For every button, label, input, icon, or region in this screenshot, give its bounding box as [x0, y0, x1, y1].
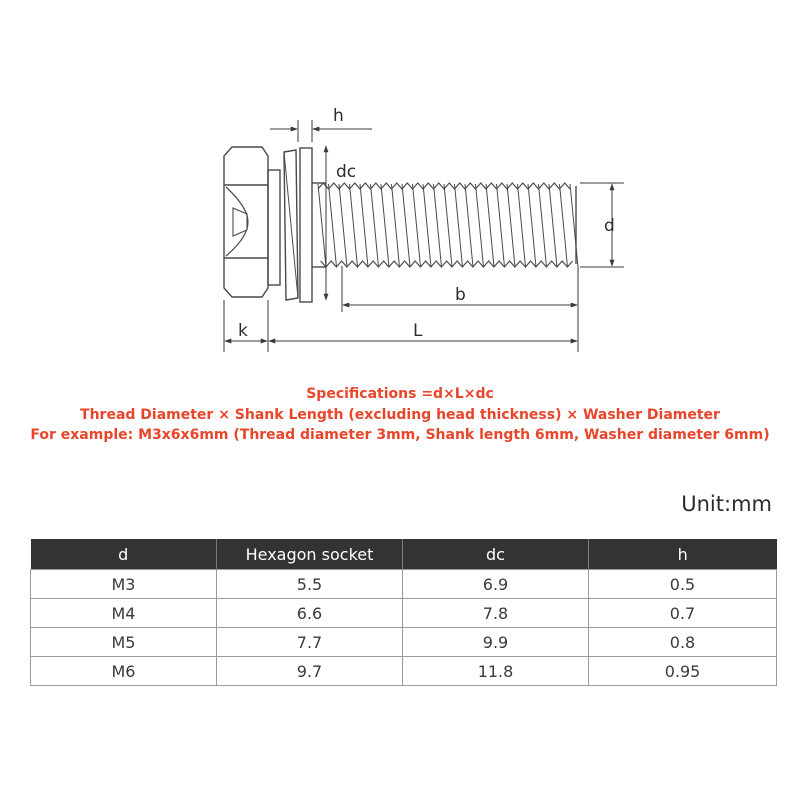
cell-d: M5 [31, 628, 217, 657]
cell-hexagon-socket: 6.6 [217, 599, 403, 628]
header-dc: dc [403, 539, 589, 570]
thread-line [497, 184, 505, 266]
cell-d: M4 [31, 599, 217, 628]
dim-label-dc: dc [336, 162, 357, 182]
dim-label-L: L [413, 321, 423, 341]
cell-h: 0.7 [589, 599, 777, 628]
cell-dc: 7.8 [403, 599, 589, 628]
cell-d: M6 [31, 657, 217, 686]
thread-line [339, 184, 347, 266]
head-flange [268, 170, 280, 285]
table-header-row [31, 539, 777, 570]
thread-line [560, 184, 568, 266]
cell-dc: 11.8 [403, 657, 589, 686]
cell-h: 0.5 [589, 570, 777, 599]
thread-line [518, 184, 526, 266]
dim-label-b: b [455, 285, 466, 305]
thread-bottom-profile [321, 261, 573, 267]
thread-line [423, 184, 431, 266]
thread-line [318, 184, 326, 266]
cell-hexagon-socket: 7.7 [217, 628, 403, 657]
thread-line [392, 184, 400, 266]
dimension-table [30, 539, 777, 686]
specification-notes [0, 384, 800, 446]
screw-outline [224, 147, 576, 302]
thread-line [465, 184, 473, 266]
thread-line [360, 184, 368, 266]
thread-line [444, 184, 452, 266]
spec-explanation: Thread Diameter × Shank Length (excluding head thickness) × Washer Diameter [80, 406, 720, 423]
dim-label-h: h [333, 106, 344, 126]
thread-line [413, 184, 421, 266]
cell-dc: 6.9 [403, 570, 589, 599]
thread-line [507, 184, 515, 266]
thread-line [455, 184, 463, 266]
cell-d: M3 [31, 570, 217, 599]
thread-line [434, 184, 442, 266]
thread-line [371, 184, 379, 266]
cell-hexagon-socket: 5.5 [217, 570, 403, 599]
cell-h: 0.8 [589, 628, 777, 657]
thread-line [549, 184, 557, 266]
thread-line [329, 184, 337, 266]
thread [318, 183, 578, 267]
flat-washer [300, 148, 312, 302]
unit-label: Unit:mm [681, 492, 772, 516]
spec-formula: Specifications =d×L×dc [306, 386, 494, 402]
cell-h: 0.95 [589, 657, 777, 686]
thread-line [350, 184, 358, 266]
thread-line [381, 184, 389, 266]
thread-line [528, 184, 536, 266]
thread-line [539, 184, 547, 266]
spec-example: For example: M3x6x6mm (Thread diameter 3mm, Shank length 6mm, Washer diameter 6mm) [30, 427, 770, 443]
thread-line [486, 184, 494, 266]
header-h: h [589, 539, 777, 570]
table-row [31, 628, 777, 657]
thread-line [402, 184, 410, 266]
cell-hexagon-socket: 9.7 [217, 657, 403, 686]
cell-dc: 9.9 [403, 628, 589, 657]
header-d: d [31, 539, 217, 570]
dim-label-d: d [604, 216, 615, 236]
table-row [31, 657, 777, 686]
table-row [31, 570, 777, 599]
table-row [31, 599, 777, 628]
screw-drawing [0, 0, 800, 380]
hex-head [224, 147, 268, 297]
thread-line [570, 184, 578, 266]
dim-label-k: k [238, 321, 248, 341]
thread-line [476, 184, 484, 266]
header-hexagon-socket: Hexagon socket [217, 539, 403, 570]
